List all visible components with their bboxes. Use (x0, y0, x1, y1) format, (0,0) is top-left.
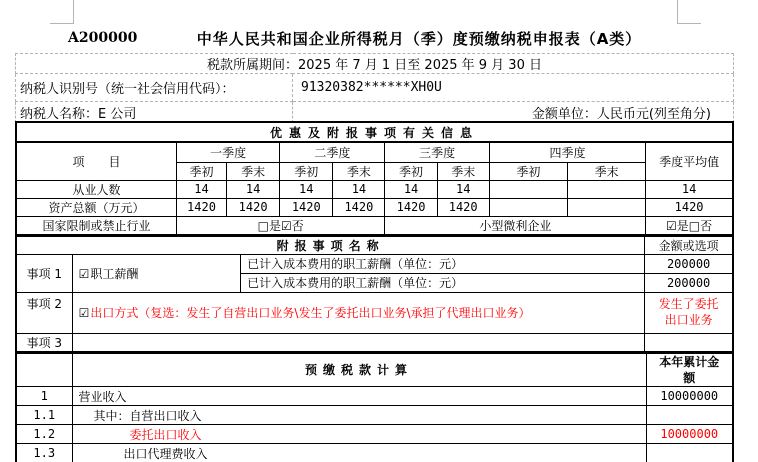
q3-start-header: 季初 (385, 162, 437, 180)
value-cell[interactable]: 14 (227, 180, 280, 198)
item1-option-cell[interactable] (72, 254, 240, 292)
q2-end-header: 季末 (333, 162, 385, 180)
info-section-title: 优惠及附报事项有关信息 (16, 122, 733, 142)
restricted-industry-label: 国家限制或禁止行业 (16, 216, 176, 235)
checked-checkbox-icon[interactable]: ☑ (78, 306, 90, 320)
value-cell[interactable]: 14 (333, 180, 385, 198)
total-assets-row (16, 198, 733, 216)
q4-start-header: 季初 (489, 162, 567, 180)
q3-end-header: 季末 (437, 162, 489, 180)
form-body (15, 121, 734, 462)
small-micro-enterprise-checkboxes[interactable]: ☑是□否 (646, 216, 733, 235)
quarter-average-header: 季度平均值 (646, 142, 733, 180)
item3-row (16, 333, 733, 352)
value-cell[interactable]: 14 (280, 180, 333, 198)
margin-corner-mark-left (50, 0, 74, 24)
row-value[interactable] (646, 444, 733, 462)
value-cell[interactable]: 14 (176, 180, 226, 198)
calc-section-title: 预缴税款计算 (72, 353, 646, 387)
item1-label: 事项 1 (16, 254, 72, 292)
item2-label: 事项 2 (16, 292, 72, 333)
additional-items-section (15, 235, 734, 353)
item2-option-name: 出口方式（复选：发生了自营出口业务\发生了委托出口业务\承担了代理出口业务） (90, 306, 531, 320)
form-title: 中华人民共和国企业所得税月（季）度预缴纳税申报表（A类） (196, 30, 642, 48)
row-label: 资产总额（万元） (16, 198, 176, 216)
value-cell[interactable]: 1420 (333, 198, 385, 216)
restricted-industry-checkboxes[interactable]: □是☑否 (176, 216, 385, 235)
value-cell[interactable]: 1420 (176, 198, 226, 216)
item1-row (16, 254, 733, 273)
value-cell[interactable] (567, 180, 645, 198)
row-value[interactable]: 10000000 (646, 425, 733, 444)
quarter-4-header: 四季度 (489, 142, 645, 162)
q1-end-header: 季末 (227, 162, 280, 180)
value-cell[interactable]: 1420 (385, 198, 437, 216)
tax-period: 税款所属期间：2025 年 7 月 1 日至 2025 年 9 月 30 日 (16, 54, 734, 74)
item3-label: 事项 3 (16, 333, 72, 352)
item2-option-cell[interactable] (72, 292, 645, 333)
quarter-2-header: 二季度 (280, 142, 385, 162)
item1-option-name: 职工薪酬 (90, 266, 139, 281)
item1-subrow1-value[interactable]: 200000 (645, 254, 733, 273)
preference-info-section (15, 121, 734, 236)
amount-or-option-header: 金额或选项 (645, 236, 733, 255)
taxpayer-info-table (15, 53, 734, 123)
year-total-amount-header: 本年累计金额 (646, 353, 733, 387)
value-cell[interactable] (567, 198, 645, 216)
value-cell[interactable]: 1420 (280, 198, 333, 216)
row-label: 从业人数 (16, 180, 176, 198)
row-label: 营业收入 (72, 387, 646, 406)
item3-option-cell[interactable] (72, 333, 645, 352)
prepaid-tax-calc-section (15, 352, 734, 462)
taxpayer-id-value[interactable]: 91320382******XH0U (293, 74, 734, 102)
row-label: 其中：自营出口收入 (72, 406, 646, 425)
row-number: 1.1 (16, 406, 72, 425)
row-value[interactable]: 10000000 (646, 387, 733, 406)
additional-section-title: 附报事项名称 (16, 236, 645, 255)
item-col-header: 项 目 (16, 142, 176, 180)
average-cell: 1420 (646, 198, 733, 216)
value-cell[interactable] (489, 180, 567, 198)
taxpayer-id-label: 纳税人识别号（统一社会信用代码）： (16, 74, 293, 102)
calc-row-1-3 (16, 444, 733, 462)
item3-value[interactable] (645, 333, 733, 352)
value-cell[interactable] (489, 198, 567, 216)
calc-row-1-2 (16, 425, 733, 444)
row-number: 1.3 (16, 444, 72, 462)
taxpayer-name[interactable]: 纳税人名称：E 公司 (16, 102, 293, 123)
item2-row (16, 292, 733, 333)
value-cell[interactable]: 14 (437, 180, 489, 198)
row-number: 1 (16, 387, 72, 406)
employee-count-row (16, 180, 733, 198)
form-code: A200000 (68, 30, 138, 46)
row-value[interactable] (646, 406, 733, 425)
q1-start-header: 季初 (176, 162, 226, 180)
value-cell[interactable]: 1420 (227, 198, 280, 216)
q4-end-header: 季末 (567, 162, 645, 180)
value-cell[interactable]: 1420 (437, 198, 489, 216)
average-cell: 14 (646, 180, 733, 198)
calc-row-1 (16, 387, 733, 406)
item1-subrow2-label: 已计入成本费用的职工薪酬（单位：元） (241, 273, 645, 292)
restricted-industry-row (16, 216, 733, 235)
checked-checkbox-icon[interactable]: ☑ (78, 266, 90, 281)
margin-corner-mark-right (677, 0, 701, 24)
row-label: 出口代理费收入 (72, 444, 646, 462)
calc-row-1-1 (16, 406, 733, 425)
item1-subrow2-value[interactable]: 200000 (645, 273, 733, 292)
row-number: 1.2 (16, 425, 72, 444)
q2-start-header: 季初 (280, 162, 333, 180)
item2-value[interactable]: 发生了委托出口业务 (645, 292, 733, 333)
amount-unit-note: 金额单位：人民币元(列至角分) (293, 102, 734, 123)
calc-header-empty-cell (16, 353, 72, 387)
quarter-3-header: 三季度 (385, 142, 489, 162)
value-cell[interactable]: 14 (385, 180, 437, 198)
quarter-1-header: 一季度 (176, 142, 279, 162)
small-micro-enterprise-label: 小型微利企业 (385, 216, 646, 235)
item1-subrow1-label: 已计入成本费用的职工薪酬（单位：元） (241, 254, 645, 273)
row-label: 委托出口收入 (72, 425, 646, 444)
